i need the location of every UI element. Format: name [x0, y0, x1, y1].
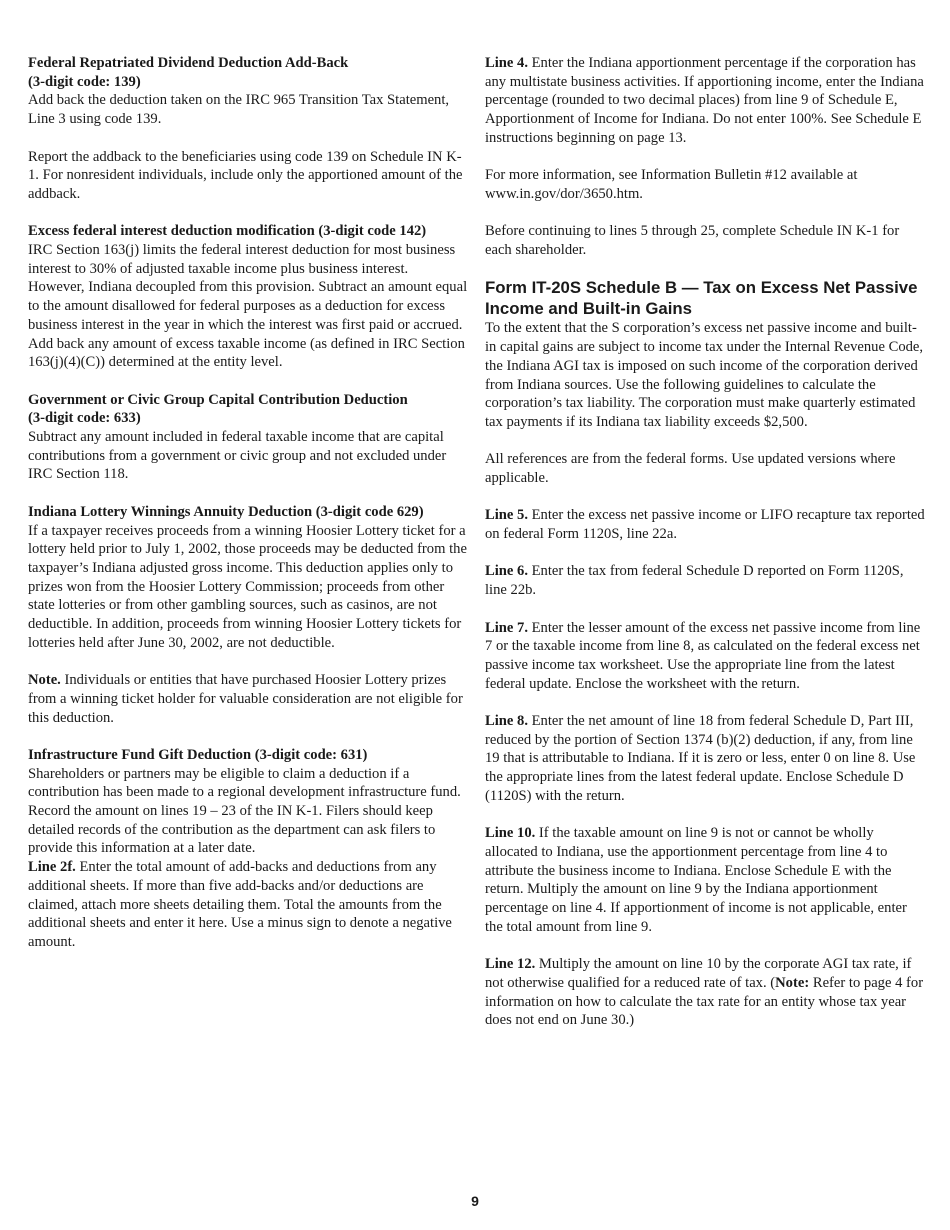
line-text: Enter the total amount of add-backs and deductions from any additional sheets. If more than five add-backs and/or deductions are claimed, attach more sheets detailing them. Total the amounts from the additional sheets and enter it here. Use a minus sign to denote a negative amount.	[28, 859, 452, 950]
line-text: Refer to page 4 for information on how to calculate the tax rate for an entity whose tax year does not end on June 30.)	[485, 974, 924, 1029]
line-10-block	[485, 824, 925, 936]
before-continuing-block	[485, 222, 925, 259]
excess-interest-block	[28, 222, 468, 372]
line-5-block	[485, 506, 925, 543]
paragraph	[485, 824, 925, 936]
line-12-block	[485, 955, 925, 1030]
schedule-b-title: Form IT-20S Schedule B — Tax on Excess Net Passive Income and Built-in Gains	[485, 278, 918, 318]
line-4-block	[485, 54, 925, 148]
paragraph: For more information, see Information Bulletin #12 available at www.in.gov/dor/3650.htm.	[485, 167, 858, 202]
paragraph	[28, 858, 468, 952]
line-6-block	[485, 562, 925, 599]
line-label: Line 4.	[485, 55, 528, 71]
paragraph: Shareholders or partners may be eligible to claim a deduction if a contribution has been made to a regional development infrastructure fund. Record the amount on lines 19 – 23 of the IN K-1. Filers should keep detailed records of the contribution as the department can ask filers to provide this information at a later date.	[28, 765, 461, 857]
section-heading: Infrastructure Fund Gift Deduction (3-digit code: 631)	[28, 746, 368, 763]
info-bulletin-block	[485, 166, 925, 203]
schedule-b-section	[485, 278, 925, 431]
note-label: Note:	[775, 974, 810, 991]
addback-beneficiaries-block	[28, 148, 468, 204]
line-text: If the taxable amount on line 9 is not or cannot be wholly allocated to Indiana, use the apportionment percentage from line 4 to attribute the business income to Indiana. Enclose Schedule E with the return. Multiply the amount on line 9 by the Indiana apportionment percentage on line 4. If apportionment of income is not applicable, enter the total amount from line 9.	[485, 825, 907, 935]
paragraph	[485, 955, 925, 1030]
section-heading-code: (3-digit code: 633)	[28, 410, 141, 427]
line-label: Line 2f.	[28, 859, 76, 876]
paragraph	[485, 506, 925, 543]
section-heading: Indiana Lottery Winnings Annuity Deduction (3-digit code 629)	[28, 503, 424, 520]
section-heading: Excess federal interest deduction modification (3-digit code 142)	[28, 223, 427, 240]
paragraph: IRC Section 163(j) limits the federal interest deduction for most business interest to 30% of adjusted taxable income plus business interest. However, Indiana decoupled from this provision. Subtract an amount equal to the amount disallowed for federal purposes as a deduction for excess business interest in the year in which the interest was first paid or accrued. Add back any amount of excess taxable income (as defined in IRC Section 163(j)(4)(C)) determined at the entity level.	[28, 242, 468, 371]
paragraph: All references are from the federal forms. Use updated versions where applicable.	[485, 451, 896, 486]
section-heading-code: (3-digit code: 139)	[28, 73, 141, 90]
line-text: Enter the excess net passive income or LIFO recapture tax reported on federal Form 1120S, line 22a.	[485, 507, 925, 543]
line-text: Enter the net amount of line 18 from federal Schedule D, Part III, reduced by the portion of Section 1374 (b)(2) deduction, if any, from line 19 that is attributable to Indiana. If it is zero or less, enter 0 on line 8. Use the appropriate lines from the latest federal update. Enclose Schedule D (1120S) with the return.	[485, 713, 916, 804]
paragraph: If a taxpayer receives proceeds from a winning Hoosier Lottery ticket for a lottery held prior to July 1, 2002, those proceeds may be deducted from the taxpayer’s Indiana adjusted gross income. This deduction applies only to prizes won from the Hoosier Lottery Commission; proceeds from other state lotteries or from other gambling sources, such as casinos, are not deductible. In addition, proceeds from winning Hoosier Lottery tickets for lotteries held after June 30, 2002, are not deductible.	[28, 522, 467, 651]
paragraph: Add back the deduction taken on the IRC 965 Transition Tax Statement, Line 3 using code 139.	[28, 92, 450, 128]
paragraph: Report the addback to the beneficiaries using code 139 on Schedule IN K-1. For nonresident individuals, include only the apportioned amount of the addback.	[28, 148, 463, 202]
paragraph	[485, 712, 925, 806]
line-label: Line 8.	[485, 713, 528, 730]
paragraph	[28, 671, 468, 727]
paragraph	[485, 619, 925, 694]
line-text: Enter the tax from federal Schedule D reported on Form 1120S, line 22b.	[485, 563, 904, 599]
line-2f-block	[28, 858, 468, 952]
line-label: Line 10.	[485, 825, 536, 842]
references-block	[485, 450, 925, 487]
line-7-block	[485, 619, 925, 694]
section-heading: Federal Repatriated Dividend Deduction Add-Back	[28, 55, 349, 71]
paragraph	[485, 562, 925, 599]
line-text: Multiply the amount on line 10 by the corporate AGI tax rate, if not otherwise qualified for a reduced rate of tax. (	[485, 956, 912, 991]
infrastructure-fund-block	[28, 746, 468, 858]
line-text: Enter the lesser amount of the excess net passive income from line 7 or the taxable income from line 8, as calculated on the federal excess net passive income tax worksheet. Use the appropriate line from the latest federal update. Enclose the worksheet with the return.	[485, 619, 921, 692]
line-label: Line 5.	[485, 507, 528, 524]
note-label: Note.	[28, 672, 61, 689]
line-8-block	[485, 712, 925, 806]
line-label: Line 12.	[485, 956, 536, 973]
note-text: Individuals or entities that have purchased Hoosier Lottery prizes from a winning ticket holder for valuable consideration are not eligible for this deduction.	[28, 672, 463, 726]
left-column	[28, 54, 468, 970]
capital-contribution-block	[28, 391, 468, 485]
page-number: 9	[471, 1193, 479, 1209]
repatriated-dividend-block	[28, 54, 468, 129]
line-label: Line 7.	[485, 619, 528, 636]
line-text: Enter the Indiana apportionment percentage if the corporation has any multistate business activities. If apportioning income, enter the Indiana percentage (rounded to two decimal places) from line 9 of Schedule E, Apportionment of Income for Indiana. Do not enter 100%. See Schedule E instructions beginning on page 13.	[485, 55, 924, 146]
lottery-note-block	[28, 671, 468, 727]
paragraph	[485, 54, 925, 148]
line-label: Line 6.	[485, 563, 528, 580]
paragraph: Subtract any amount included in federal taxable income that are capital contributions from a government or civic group and not excluded under IRC Section 118.	[28, 429, 447, 483]
right-column	[485, 54, 925, 1049]
paragraph: To the extent that the S corporation’s excess net passive income and built-in capital gains are subject to income tax under the Internal Revenue Code, the Indiana AGI tax is imposed on such income of the corporation derived from Indiana sources. Use the following guidelines to calculate the corporation’s tax liability. The corporation must make quarterly estimated tax payments if its Indiana tax liability exceeds $2,500.	[485, 320, 924, 430]
section-heading: Government or Civic Group Capital Contribution Deduction	[28, 391, 408, 408]
lottery-winnings-block	[28, 503, 468, 653]
paragraph: Before continuing to lines 5 through 25, complete Schedule IN K-1 for each shareholder.	[485, 223, 900, 258]
